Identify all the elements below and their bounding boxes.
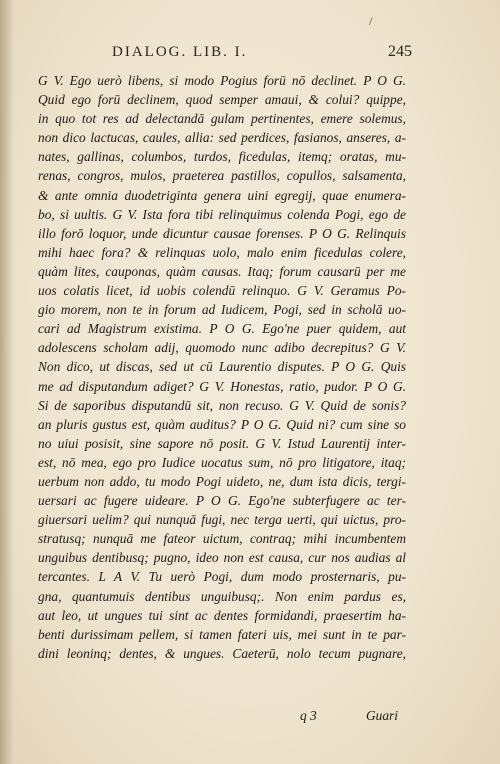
text-line: cari ad Magistrum existima. P O G. Ego'ne puer quidem, aut bbox=[38, 321, 406, 337]
text-line: quàm lites, cauponas, quàm causas. Itaq; forum causarū per me bbox=[38, 263, 406, 279]
text-line: adolescens scholam adij, quomodo nunc adibo decrepitus? G V. bbox=[38, 340, 406, 356]
text-line: dini leoninq; dentes, & ungues. Caeterū, nolo tecum pugnare, bbox=[38, 645, 406, 661]
catchword: Guari bbox=[366, 708, 398, 723]
text-line: renas, congros, mulos, praeterea pastillos, copullos, salsamenta, bbox=[38, 168, 406, 184]
page-number: 245 bbox=[388, 43, 412, 60]
text-line: gio morem, non te in forum ad Iudicem, Pogi, sed in scholā uo- bbox=[38, 302, 406, 318]
text-line: nates, gallinas, columbos, turdos, ficedulas, itemq; oratas, mu- bbox=[38, 149, 406, 165]
text-line: an pluris gustus est, quàm auditus? P O G. Quid ni? cum sine so bbox=[38, 416, 406, 432]
text-line: giuersari uelim? qui nunquā fugi, nec terga uerti, qui uictus, pro- bbox=[38, 512, 406, 528]
text-line: uersari ac fugere uideare. P O G. Ego'ne subterfugere ac ter- bbox=[38, 493, 406, 509]
text-line: me ad disputandum adiget? G V. Honestas, ratio, pudor. P O G. bbox=[38, 378, 406, 394]
text-line: stratusq; nunquā me fateor uictum, contraq; mihi incumbentem bbox=[38, 531, 406, 547]
running-head-title: DIALOG. LIB. I. bbox=[112, 44, 248, 60]
text-line: uos colatis licet, id uobis colendū relinquo. G V. Geramus Po- bbox=[38, 283, 406, 299]
text-line: unguibus dentibusq; pugno, ideo non est causa, cur nos audias al bbox=[38, 550, 406, 566]
body-text bbox=[38, 71, 406, 663]
text-line: benti durissimam pellem, si tamen fateri uis, mei sunt in te par- bbox=[38, 626, 406, 642]
text-line: G V. Ego uerò libens, si modo Pogius forū nō declinet. P O G. bbox=[38, 73, 406, 88]
text-line: Non dico, ut discas, sed ut cū Laurentio disputes. P O G. Quis bbox=[38, 359, 406, 375]
text-line: in quo tot res ad delectandā gulam pertinentes, emere solemus, bbox=[38, 111, 406, 127]
text-line: non dico lactucas, caules, allia: sed perdices, fasianos, anseres, a- bbox=[38, 130, 406, 146]
text-line: illo forō loquor, unde dicuntur causae forenses. P O G. Relinquis bbox=[38, 225, 406, 241]
text-line: tercantes. L A V. Tu uerò Pogi, dum modo prosternaris, pu- bbox=[38, 569, 406, 585]
text-line: Si de saporibus disputandū sit, non recuso. G V. Quid de sonis? bbox=[38, 397, 406, 413]
text-line: no uiui posisit, sine sapore nō posit. G V. Istud Laurentij inter- bbox=[38, 435, 406, 451]
text-line: gna, quantumuis dentibus unguibusq;. Non enim pardus es, bbox=[38, 588, 406, 604]
ink-mark: / bbox=[369, 14, 373, 28]
text-line: aut leo, ut ungues tui sint ac dentes formidandi, praesertim ha- bbox=[38, 607, 406, 623]
text-line: mihi haec fora? & relinquas uolo, malo enim ficedulas colere, bbox=[38, 244, 406, 260]
text-line: bo, si uultis. G V. Ista fora tibi relinquimus colenda Pogi, ego de bbox=[38, 206, 406, 222]
text-line: Quid ego forū declinem, quod semper amaui, & colui? quippe, bbox=[38, 92, 406, 108]
text-line: uerbum non addo, tu modo Pogi uideto, ne, dum ista dicis, tergi- bbox=[38, 473, 406, 489]
running-head bbox=[112, 44, 412, 61]
text-line: est, nō mea, ego pro Iudice uocatus sum, nō pro litigatore, itaq; bbox=[38, 454, 406, 470]
binding-gutter-shadow bbox=[0, 0, 14, 764]
text-line: & ante omnia duodetriginta genera uini egregij, quae enumera- bbox=[38, 187, 406, 203]
signature-mark: q 3 bbox=[300, 708, 317, 723]
